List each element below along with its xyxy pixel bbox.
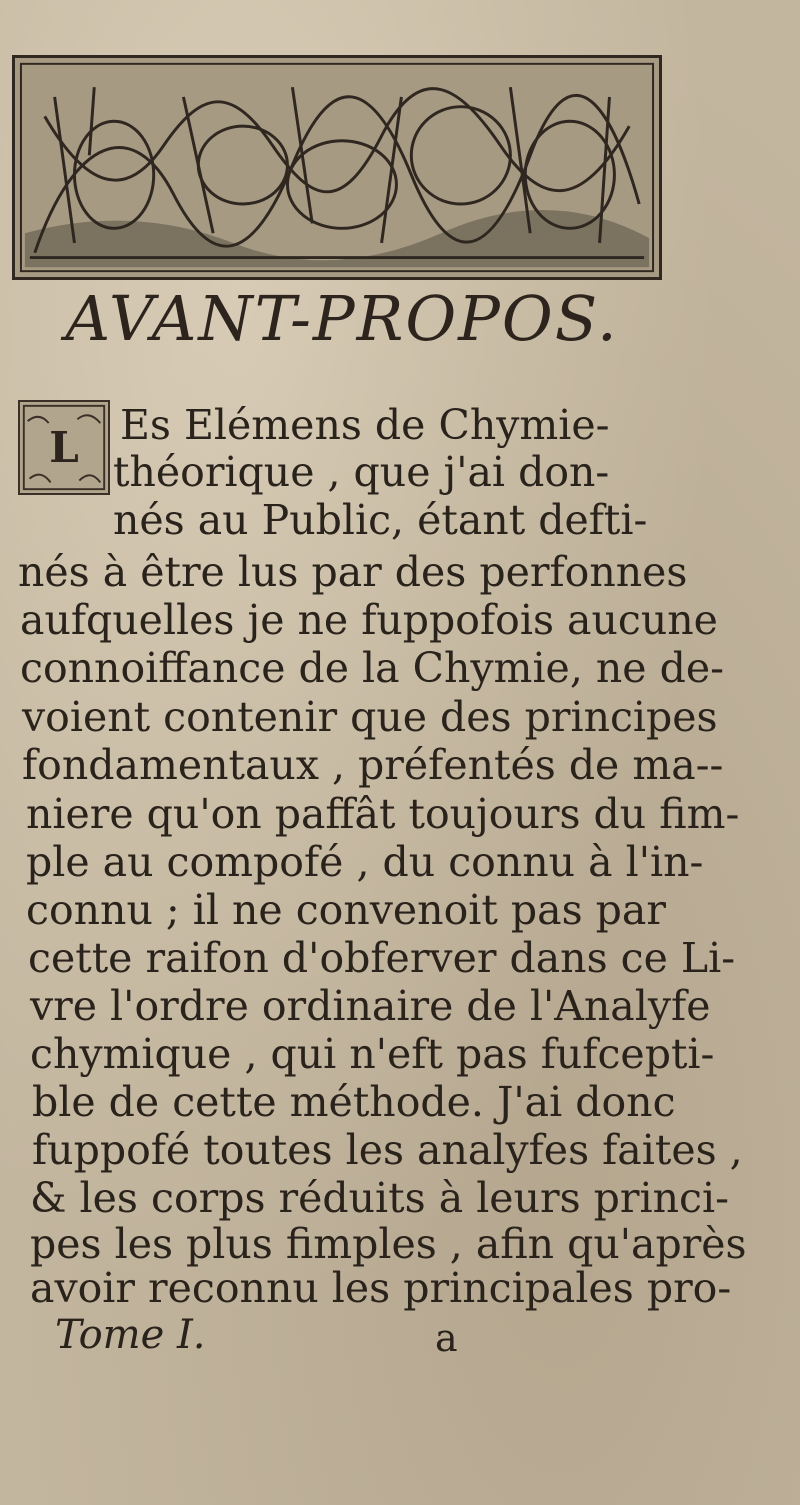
decorated-initial-icon	[18, 400, 110, 495]
text-line: chymique , qui n'eft pas fufcepti-	[30, 1030, 715, 1078]
page-title: AVANT-PROPOS.	[65, 282, 619, 355]
text-line: nés au Public, étant defti-	[113, 496, 648, 544]
text-line: voient contenir que des principes	[22, 693, 718, 741]
text-line: fondamentaux , préfentés de ma--	[22, 741, 724, 789]
text-line: cette raifon d'obferver dans ce Li-	[28, 934, 736, 982]
initial-letter: L	[49, 423, 79, 472]
text-line: ble de cette méthode. J'ai donc	[32, 1078, 676, 1126]
text-line: & les corps réduits à leurs princi-	[30, 1174, 729, 1222]
text-line: niere qu'on paffât toujours du fim-	[26, 790, 740, 838]
ornamental-headpiece-icon	[12, 55, 662, 280]
tome-label: Tome I.	[55, 1312, 206, 1358]
text-line: connoiffance de la Chymie, ne de-	[20, 644, 724, 692]
text-line: nés à être lus par des perfonnes	[18, 548, 688, 596]
page-footer	[30, 1312, 660, 1362]
text-line: fuppofé toutes les analyfes faites ,	[32, 1126, 743, 1174]
text-line: aufquelles je ne fuppofois aucune	[20, 596, 718, 644]
text-line: ple au compofé , du connu à l'in-	[26, 838, 704, 886]
text-line: Es Elémens de Chymie-	[120, 401, 610, 449]
text-line: théorique , que j'ai don-	[113, 448, 610, 496]
text-line: connu ; il ne convenoit pas par	[26, 886, 666, 934]
text-line: vre l'ordre ordinaire de l'Analyfe	[30, 982, 711, 1030]
signature-mark: a	[435, 1316, 458, 1360]
text-line: avoir reconnu les principales pro-	[30, 1264, 732, 1312]
text-line: pes les plus fimples , afin qu'après	[30, 1220, 747, 1268]
